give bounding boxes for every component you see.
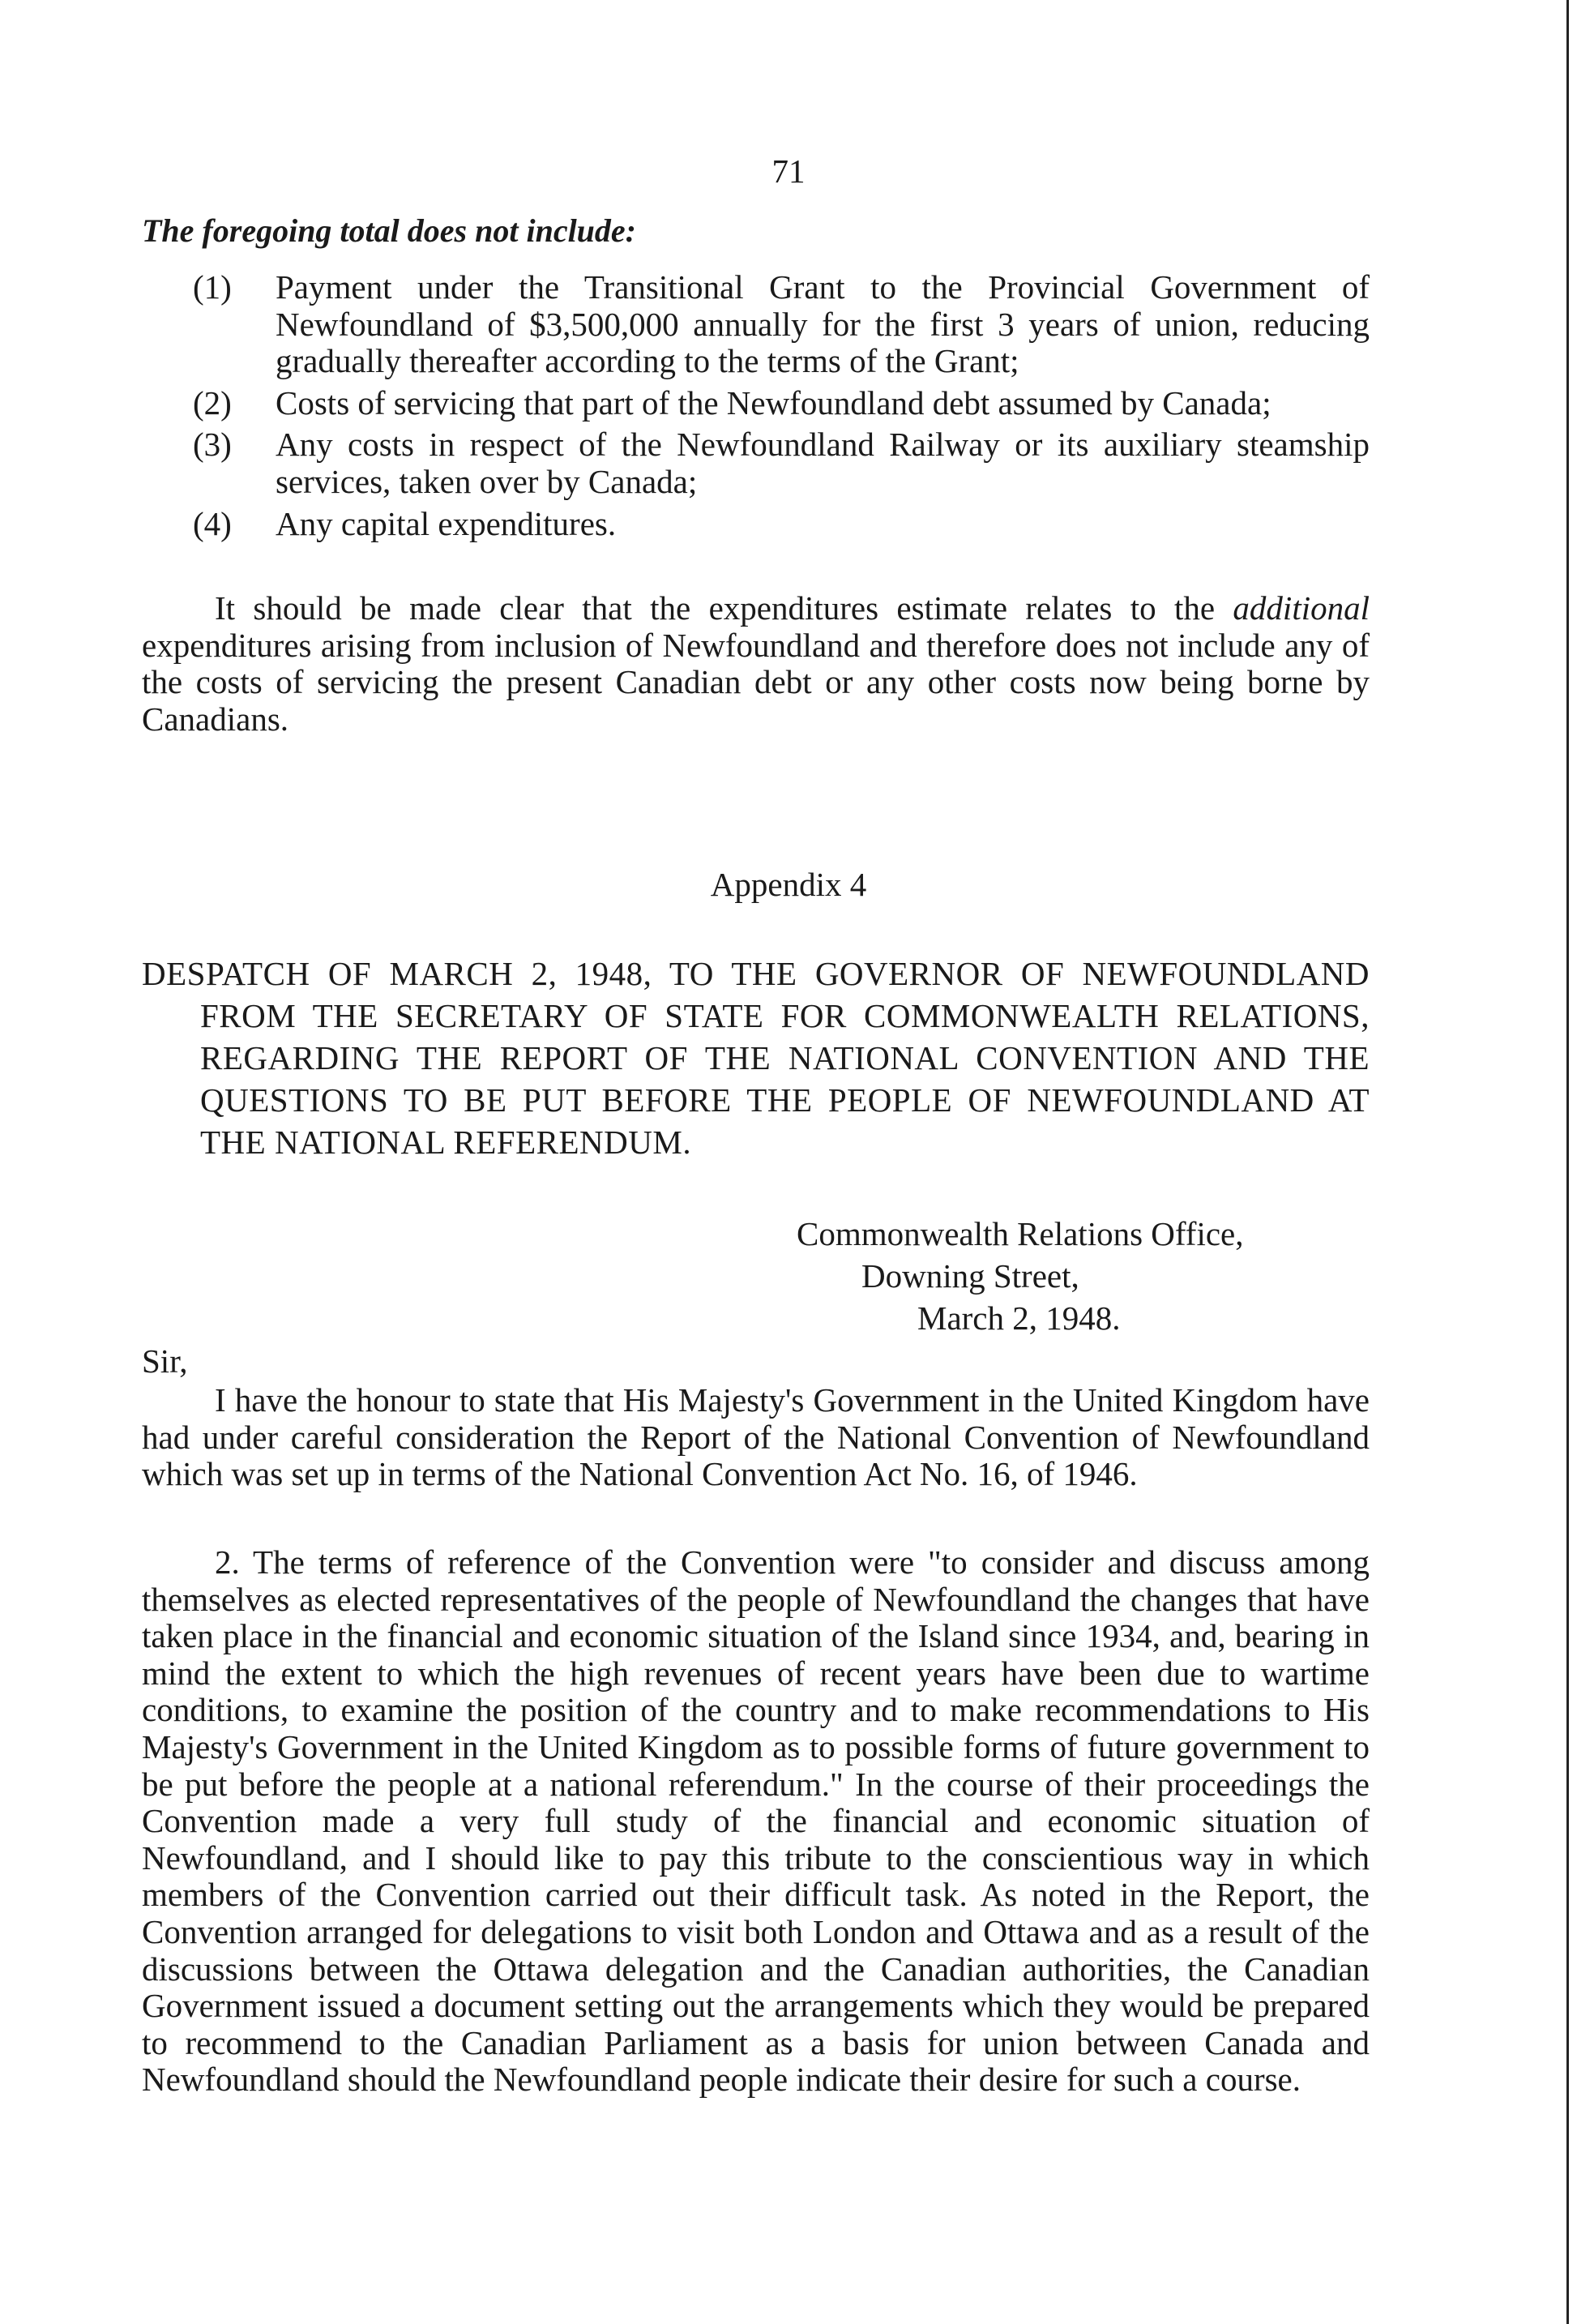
list-item <box>193 269 1370 380</box>
list-item <box>193 385 1370 422</box>
clarification-paragraph <box>142 590 1370 738</box>
list-item-text: Any capital expenditures. <box>276 504 617 542</box>
list-item-number: (4) <box>193 504 232 542</box>
page-number: 71 <box>771 152 806 190</box>
clarification-text-before: It should be made clear that the expenditures estimate relates to the <box>215 589 1233 627</box>
clarification-emphasis: additional <box>1233 589 1370 627</box>
letter-paragraph-2: 2. The terms of reference of the Convention were "to consider and discuss among themselves as elected representatives of the people of Newfoundland the changes that have taken place in the financial and economic situation of the Island since 1934, and, bearing in mind the extent to which the high revenues of recent years have been due to wartime conditions, to examine the position of the country and to make recommendations to His Majesty's Government in the United Kingdom as to possible forms of future government to be put before the people at a national referendum." In the course of their proceedings the Convention made a very full study of the financial and economic situation of Newfoundland, and I should like to pay this tribute to the conscientious way in which members of the Convention carried out their difficult task. As noted in the Report, the Convention arranged for delegations to visit both London and Ottawa and as a result of the discussions between the Ottawa delegation and the Canadian authorities, the Canadian Government issued a document setting out the arrangements which they would be prepared to recommend to the Canadian Parliament as a basis for union between Canada and Newfoundland should the Newfoundland people indicate their desire for such a course. <box>142 1543 1370 2099</box>
salutation: Sir, <box>142 1342 188 1380</box>
exclusions-list <box>193 269 1370 547</box>
list-item-number: (3) <box>193 426 232 464</box>
page-edge-border <box>1566 0 1569 2324</box>
letter-paragraph-1: I have the honour to state that His Majesty's Government in the United Kingdom have had under careful consideration the Report of the National Convention of Newfoundland which was set up in terms of the National Convention Act No. 16, of 1946. <box>142 1381 1370 1493</box>
list-item-number: (2) <box>193 383 232 422</box>
list-item-text: Costs of servicing that part of the Newfoundland debt assumed by Canada; <box>276 383 1271 422</box>
list-item-text: Any costs in respect of the Newfoundland Railway or its auxiliary steamship services, taken over by Canada; <box>276 426 1370 500</box>
appendix-title: Appendix 4 <box>710 866 867 903</box>
address-street: Downing Street, <box>861 1257 1079 1295</box>
list-item <box>193 506 1370 543</box>
list-item-number: (1) <box>193 268 232 306</box>
list-item <box>193 426 1370 500</box>
clarification-text-after: expenditures arising from inclusion of Newfoundland and therefore does not include any of the costs of servicing the present Canadian debt or any other costs now being borne by Canadians. <box>142 626 1370 738</box>
list-item-text: Payment under the Transitional Grant to the Provincial Government of Newfoundland of $3,500,000 annually for the first 3 years of union, reducing gradually thereafter according to the terms of the Grant; <box>276 268 1370 380</box>
address-date: March 2, 1948. <box>917 1299 1121 1337</box>
address-office: Commonwealth Relations Office, <box>797 1215 1244 1252</box>
foregoing-heading: The foregoing total does not include: <box>142 212 636 249</box>
despatch-heading: DESPATCH OF MARCH 2, 1948, TO THE GOVERNOR OF NEWFOUNDLAND FROM THE SECRETARY OF STATE FOR COMMONWEALTH RELATIONS, REGARDING THE REPORT OF THE NATIONAL CONVENTION AND THE QUESTIONS TO BE PUT BEFORE THE PEOPLE OF NEWFOUNDLAND AT THE NATIONAL REFERENDUM. <box>142 955 1370 1161</box>
